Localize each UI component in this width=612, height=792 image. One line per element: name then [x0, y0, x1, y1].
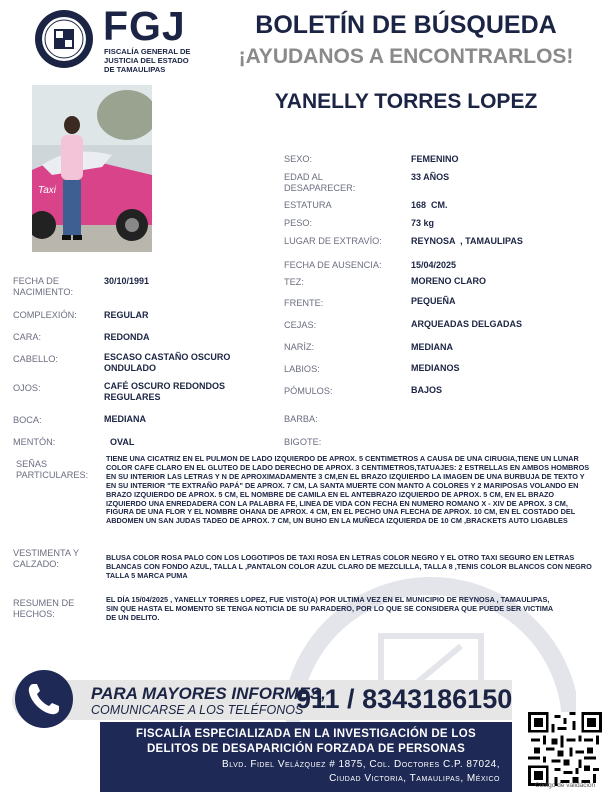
nose-value: MEDIANA: [411, 342, 453, 352]
skin-value: MORENO CLARO: [411, 276, 486, 286]
mustache-label: BIGOTE:: [284, 437, 322, 447]
sex-label: SEXO:: [284, 154, 313, 164]
sex-value: FEMENINO: [411, 154, 459, 164]
height-value: 168 CM.: [411, 200, 448, 210]
birthdate-label: FECHA DE NACIMIENTO:: [13, 276, 74, 297]
contact-title: PARA MAYORES INFORMES,: [91, 684, 326, 703]
state-seal-logo: [34, 9, 94, 69]
summary-label: RESUMEN DE HECHOS:: [13, 598, 75, 619]
marks-label: SEÑAS PARTICULARES:: [16, 459, 89, 480]
qr-code[interactable]: [528, 712, 602, 786]
person-name: YANELLY TORRES LOPEZ: [274, 90, 538, 113]
mouth-value: MEDIANA: [104, 414, 146, 424]
marks-text: TIENE UNA CICATRIZ EN EL PULMON DE LADO IZQUIERDO DE APROX. 5 CENTIMETROS A CAUSA DE UNA CIRUGIA,TIENE UN LUNAR COLOR CAFE CLARO EN EL GLUTEO DE LADO DERECHO DE APROX. 3 CENTIMETROS,TATUAJES: 2 ESTRELLAS EN AMBOS HOMBROS EN SU INTERIOR LAS LETRAS Y N DE APROXIMADAMENTE 3 CM,EN EL BRAZO IZQUIERDO LA IMAGEN DE UNA BURBUJA DE TEXTO Y EN SU INTERIOR "TE EXTRAÑO PAPÁ" DE APROX. 7 CM, LA SANTA MUERTE CON MANTO A COLORES Y 2 MARIPOSAS VOLANDO EN BRAZO IZQUIERDO DE APROX. 5 CM, EL NOMBRE DE CAMILA EN EL ANTEBRAZO IZQUIERDO DE APROX. 5 CM, EN EL BRAZO IZQUIERDO UNA ENREDADERA CON LA PALABRA FE, LINEA DE VIDA CON FECHA EN NUMERO ROMANO X - XIV DE APROX. 3 CM, FIGURA DE UNA FLOR Y EL NOMBRE OHANA DE APROX. 4 CM, EN EL PECHO UNA FLECHA DE APROX. 10 CM, EN EL COSTADO DEL ABDOMEN UN SAN JUDAS TADEO DE APROX. 7 CM, UN BUHO EN LA MUÑECA IZQUIERDA DE 10 CM ,BRACKETS AUTO LIGABLES: [106, 454, 590, 526]
logo-subtitle: FISCALÍA GENERAL DE JUSTICIA DEL ESTADO DE TAMAULIPAS: [104, 47, 191, 74]
beard-label: BARBA:: [284, 414, 318, 424]
address-line-2: Ciudad Victoria, Tamaulipas, México: [329, 773, 500, 784]
summary-text: EL DÍA 15/04/2025 , YANELLY TORRES LOPEZ, FUE VISTO(A) POR ULTIMA VEZ EN EL MUNICIPIO DE REYNOSA , TAMAULIPAS, SIN QUE HASTA EL MOMENTO SE TENGA NOTICIA DE SU PARADERO, POR LO QUE SE CONSIDERA QUE PUEDE SER VICTIMA DE UN DELITO.: [106, 595, 553, 622]
place-value: REYNOSA , TAMAULIPAS: [411, 236, 523, 246]
forehead-value: PEQUEÑA: [411, 296, 456, 306]
lips-value: MEDIANOS: [411, 363, 460, 373]
mouth-label: BOCA:: [13, 415, 42, 425]
eyebrows-value: ARQUEADAS DELGADAS: [411, 319, 523, 329]
face-value: REDONDA: [104, 332, 150, 342]
svg-text:Taxi: Taxi: [38, 185, 56, 196]
page-slogan: ¡AYUDANOS A ENCONTRARLOS!: [238, 45, 574, 68]
phone-icon: [15, 670, 73, 728]
eyes-value: CAFÉ OSCURO REDONDOS REGULARES: [104, 381, 226, 402]
logo-text: FGJ: [103, 3, 186, 49]
clothing-text: BLUSA COLOR ROSA PALO CON LOS LOGOTIPOS DE TAXI ROSA EN LETRAS COLOR NEGRO Y EL OTRO TAXI SEGURO EN LETRAS BLANCAS CON FONDO AZUL, TALLA L ,PANTALON COLOR AZUL CLARO DE MEZCLILLA, TALLA 8 ,TENIS COLOR BLANCOS CON NEGRO TALLA 5 MARCA PUMA: [106, 553, 592, 580]
hair-value: ESCASO CASTAÑO OSCURO ONDULADO: [104, 352, 231, 373]
missing-person-photo: [32, 85, 152, 252]
birthdate-value: 30/10/1991: [104, 276, 150, 286]
chin-value: OVAL: [110, 437, 135, 447]
place-label: LUGAR DE EXTRAVÍO:: [284, 236, 382, 246]
skin-label: TEZ:: [284, 277, 304, 287]
cheekbones-label: PÓMULOS:: [284, 386, 333, 396]
forehead-label: FRENTE:: [284, 298, 324, 308]
weight-value: 73 kg: [411, 218, 435, 228]
lips-label: LABIOS:: [284, 364, 320, 374]
page-title: BOLETÍN DE BÚSQUEDA: [255, 11, 557, 39]
age-value: 33 AÑOS: [411, 172, 450, 182]
eyebrows-label: CEJAS:: [284, 320, 317, 330]
agency-line-2: DELITOS DE DESAPARICIÓN FORZADA DE PERSONAS: [146, 743, 466, 755]
eyes-label: OJOS:: [13, 383, 41, 393]
absence-date-label: FECHA DE AUSENCIA:: [284, 260, 382, 270]
clothing-label: VESTIMENTA Y CALZADO:: [13, 548, 79, 569]
build-value: REGULAR: [104, 310, 149, 320]
weight-label: PESO:: [284, 218, 313, 228]
nose-label: NARÍZ:: [284, 342, 315, 352]
hair-label: CABELLO:: [13, 354, 58, 364]
phone-number[interactable]: 911 / 8343186150: [296, 684, 513, 714]
build-label: COMPLEXIÓN:: [13, 310, 77, 320]
absence-date-value: 15/04/2025: [411, 260, 457, 270]
agency-line-1: FISCALÍA ESPECIALIZADA EN LA INVESTIGACIÓN DE LOS: [136, 728, 476, 740]
qr-caption: Código de validación: [534, 782, 596, 789]
cheekbones-value: BAJOS: [411, 385, 443, 395]
contact-subtitle: COMUNICARSE A LOS TELÉFONOS: [91, 703, 304, 717]
chin-label: MENTÓN:: [13, 437, 56, 447]
face-label: CARA:: [13, 332, 42, 342]
address-line-1: Blvd. Fidel Velázquez # 1875, Col. Doctores C.P. 87024,: [222, 759, 500, 770]
age-label: EDAD AL DESAPARECER:: [284, 172, 356, 193]
height-label: ESTATURA: [284, 200, 332, 210]
